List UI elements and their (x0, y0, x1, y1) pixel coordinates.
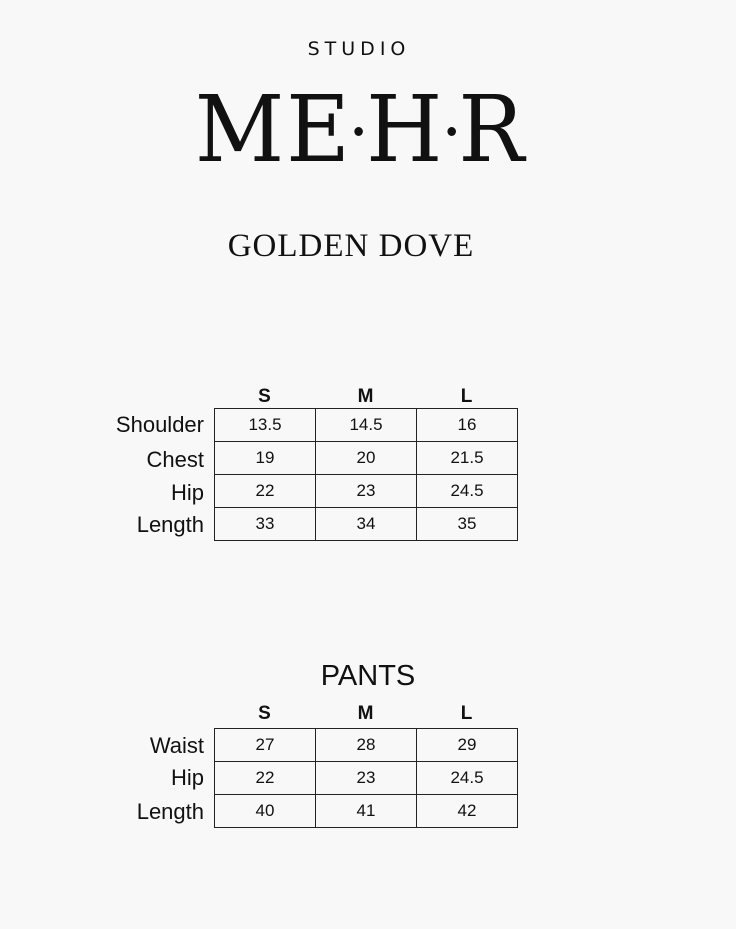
table-cell: 16 (417, 409, 518, 442)
logo-part-3: R (457, 76, 526, 183)
tops-row-label: Chest (146, 447, 204, 472)
table-cell: 41 (316, 795, 417, 828)
table-cell: 23 (316, 475, 417, 508)
tops-table (214, 408, 518, 541)
table-cell: 24.5 (417, 475, 518, 508)
table-cell: 42 (417, 795, 518, 828)
tops-size-header-m: M (357, 386, 374, 407)
tops-row-label: Length (136, 512, 204, 537)
table-row (215, 762, 518, 795)
table-row (215, 508, 518, 541)
table-cell: 34 (316, 508, 417, 541)
table-cell: 29 (417, 729, 518, 762)
pants-row-label: Waist (149, 733, 204, 758)
pants-title: PANTS (320, 660, 416, 692)
table-cell: 23 (316, 762, 417, 795)
logo-part-2: H (365, 76, 444, 183)
brand-studio-text: STUDIO (307, 38, 411, 60)
table-cell: 22 (215, 475, 316, 508)
collection-title: GOLDEN DOVE (227, 228, 475, 264)
tops-row-label: Hip (170, 480, 204, 505)
table-cell: 40 (215, 795, 316, 828)
table-cell: 33 (215, 508, 316, 541)
table-row (215, 409, 518, 442)
table-cell: 14.5 (316, 409, 417, 442)
tops-size-header-s: S (258, 386, 271, 407)
pants-size-header-l: L (460, 703, 473, 724)
pants-size-header-s: S (258, 703, 271, 724)
table-cell: 19 (215, 442, 316, 475)
table-row (215, 475, 518, 508)
table-cell: 22 (215, 762, 316, 795)
pants-size-header-m: M (357, 703, 374, 724)
table-row (215, 795, 518, 828)
table-row (215, 442, 518, 475)
tops-row-label: Shoulder (115, 412, 204, 437)
table-row (215, 729, 518, 762)
table-cell: 27 (215, 729, 316, 762)
pants-table (214, 728, 518, 828)
table-cell: 28 (316, 729, 417, 762)
table-cell: 21.5 (417, 442, 518, 475)
pants-row-label: Hip (170, 765, 204, 790)
table-cell: 35 (417, 508, 518, 541)
table-cell: 24.5 (417, 762, 518, 795)
logo-dot-left (354, 127, 363, 136)
table-cell: 20 (316, 442, 417, 475)
table-cell: 13.5 (215, 409, 316, 442)
brand-logo (0, 76, 720, 183)
pants-row-label: Length (136, 799, 204, 824)
logo-dot-right (447, 127, 456, 136)
logo-part-1: ME (194, 76, 352, 183)
tops-size-header-l: L (460, 386, 473, 407)
